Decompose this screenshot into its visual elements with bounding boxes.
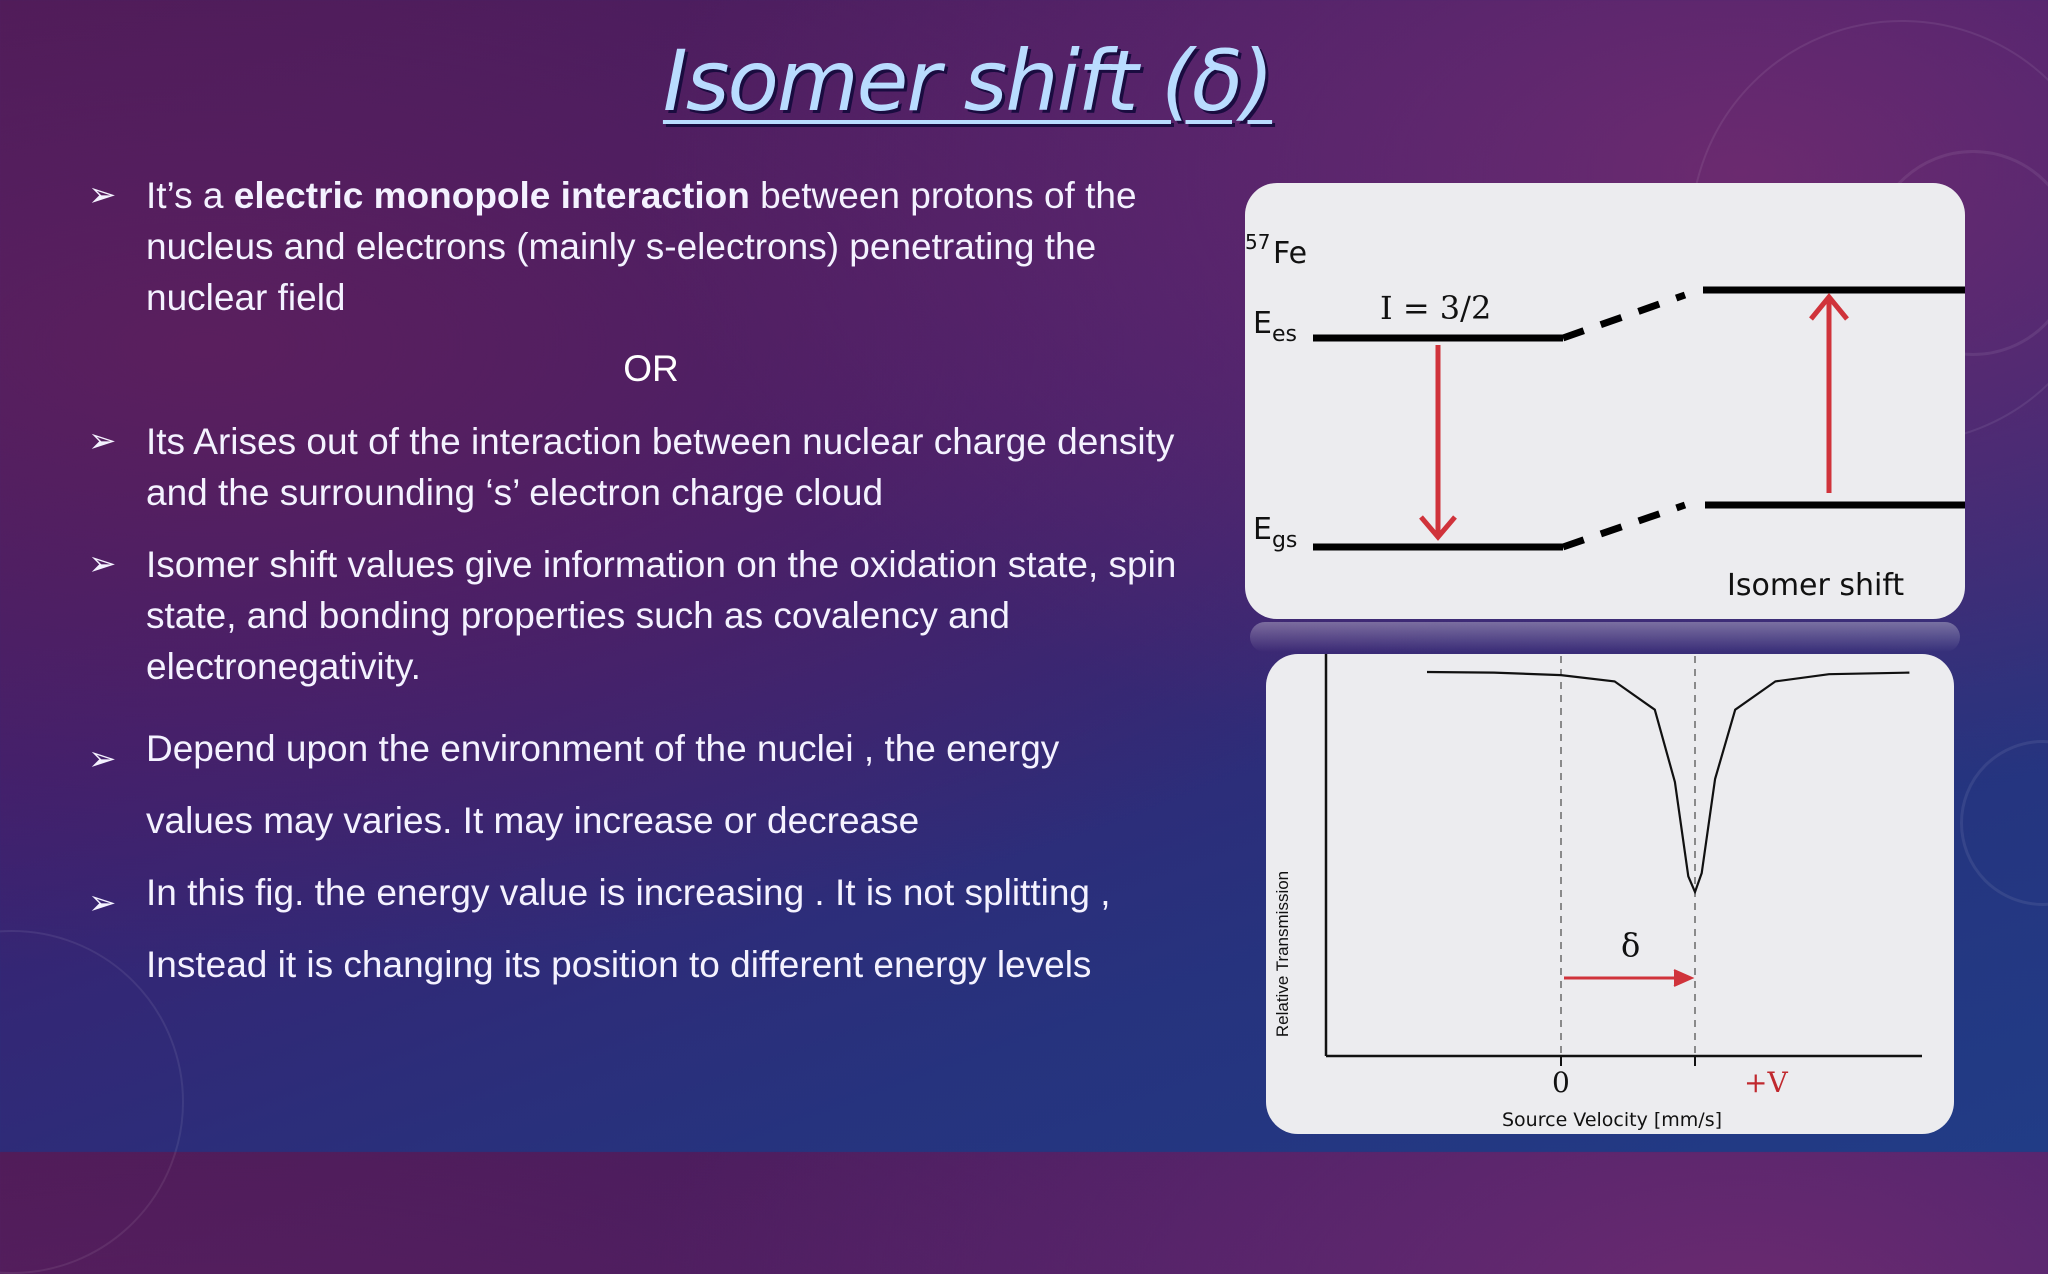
decorative-ring (1960, 740, 2048, 906)
arrow-bullet-icon: ➢ (88, 176, 117, 214)
bullet-item: ➢ In this fig. the energy value is increasing . It is not splitting , Instead it is changing its position to different energy levels (86, 857, 1216, 1001)
arrow-bullet-icon: ➢ (88, 545, 117, 583)
ground-state-label: $E_{gs}$ (1253, 512, 1298, 553)
x-axis-label: Source Velocity [mm/s] (1502, 1109, 1723, 1131)
isotope-mass: 57 (1245, 230, 1271, 254)
delta-label: δ (1621, 926, 1641, 964)
transmission-curve (1427, 672, 1909, 892)
panel-reflection (1250, 622, 1960, 652)
excited-shift-dash (1563, 295, 1685, 338)
isomer-shift-label: Isomer shift (1727, 568, 1905, 603)
or-separator: OR (623, 348, 679, 389)
excited-state-label: $E_{es}$ (1253, 306, 1297, 347)
bullet-item: ➢ It’s a electric monopole interaction between protons of the nucleus and electrons (mainly s-electrons) penetrating the nuclear field (86, 170, 1216, 323)
y-axis-label: Relative Transmission (1273, 870, 1292, 1038)
arrow-bullet-icon: ➢ (88, 422, 117, 460)
bullet-item: ➢ Depend upon the environment of the nuclei , the energy values may varies. It may increase or decrease (86, 713, 1216, 857)
bullet-list (86, 170, 1216, 1001)
spin-label: I = 3/2 (1380, 289, 1492, 327)
shift-arrow-head (1674, 970, 1692, 986)
energy-level-diagram (1245, 183, 1965, 619)
mossbauer-spectrum (1266, 654, 1954, 1134)
zero-tick-label: 0 (1552, 1066, 1570, 1099)
bullet-item: ➢ Isomer shift values give information on the oxidation state, spin state, and bonding properties such as covalency and electronegativity. (86, 539, 1216, 692)
isotope-symbol: Fe (1273, 236, 1308, 271)
arrow-bullet-icon: ➢ (88, 740, 117, 778)
plus-v-tick-label: +V (1744, 1066, 1788, 1099)
arrow-bullet-icon: ➢ (88, 884, 117, 922)
ground-shift-dash (1563, 505, 1685, 547)
slide-title: Isomer shift (δ) (662, 32, 1273, 130)
bullet-item: ➢ Its Arises out of the interaction between nuclear charge density and the surrounding ‘s’ electron charge cloud (86, 416, 1216, 518)
